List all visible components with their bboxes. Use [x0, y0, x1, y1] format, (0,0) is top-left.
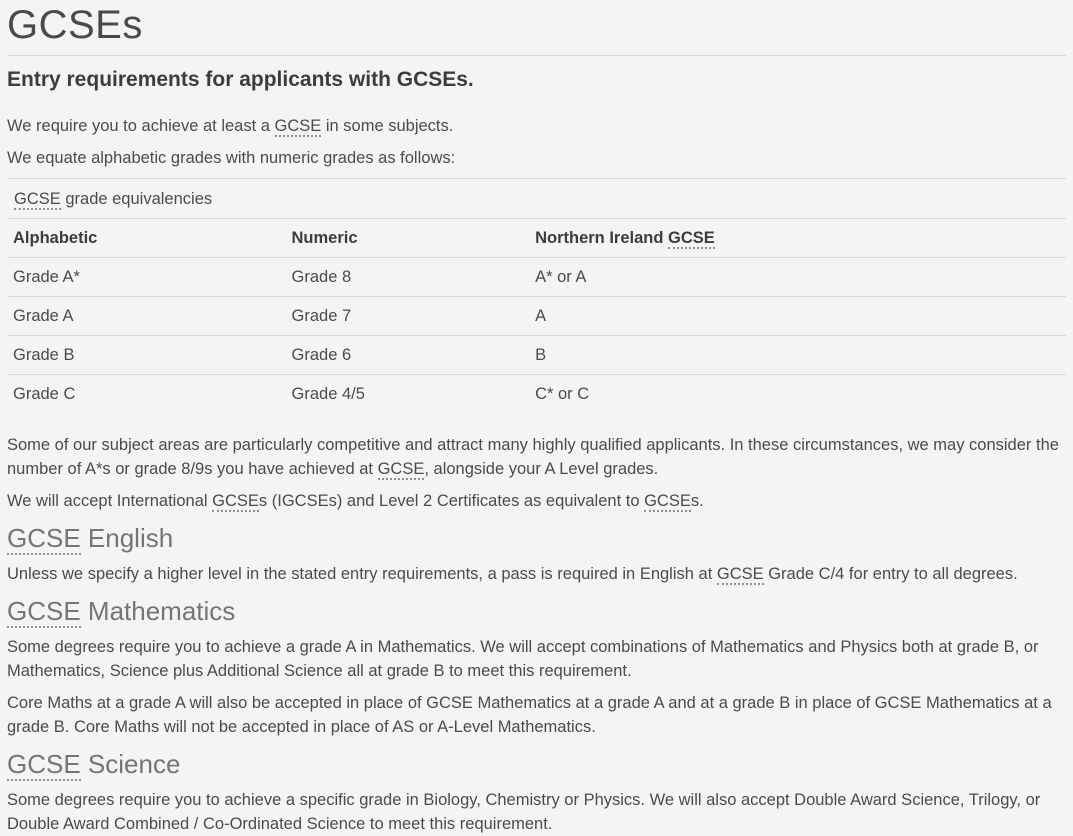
body-paragraph: We will accept International GCSEs (IGCSEs) and Level 2 Certificates as equivalent to GCSEs. [7, 492, 704, 510]
table-row [7, 336, 1066, 375]
grade-table-head-row [7, 219, 1066, 258]
section-heading-english: GCSE English [7, 523, 174, 553]
column-header: Alphabetic [13, 229, 98, 247]
table-cell: Grade A [13, 307, 74, 325]
section-paragraph: Unless we specify a higher level in the stated entry requirements, a pass is required in English at GCSE Grade C/4 for entry to all degrees. [7, 565, 1018, 583]
abbr-gcse: GCSE [274, 117, 322, 135]
abbr-gcse: GCSE [14, 190, 61, 208]
table-cell: B [535, 346, 547, 364]
table-cell: Grade 8 [291, 268, 352, 286]
intro-paragraph: We require you to achieve at least a GCSE in some subjects. [7, 117, 454, 135]
page-subtitle: Entry requirements for applicants with GCSEs. [7, 68, 474, 91]
table-cell: A* or A [535, 268, 587, 286]
grade-table-body [7, 258, 1066, 414]
abbr-gcse: GCSE [7, 596, 81, 626]
table-row [7, 375, 1066, 414]
section-paragraph: Core Maths at a grade A will also be accepted in place of GCSE Mathematics at a grade A and at a grade B in place of GCSE Mathematics at a grade B. Core Maths will not be accepted in place of AS or A-Level Mathematics. [7, 694, 1052, 736]
table-cell: C* or C [535, 385, 590, 403]
column-header: Northern Ireland GCSE [535, 229, 715, 247]
section-english [7, 523, 1066, 586]
table-row [7, 258, 1066, 297]
grade-equivalency-table [7, 178, 1066, 413]
abbr-gcse: GCSE [7, 523, 81, 553]
abbr-gcse: GCSE [377, 460, 425, 478]
abbr-gcse: GCSE [212, 492, 259, 510]
table-cell: Grade 6 [291, 346, 352, 364]
table-cell: A [535, 307, 547, 325]
section-heading-mathematics: GCSE Mathematics [7, 596, 236, 626]
intro-paragraph: We equate alphabetic grades with numeric grades as follows: [7, 149, 456, 167]
title-divider [7, 55, 1066, 56]
abbr-gcse: GCSE [7, 749, 81, 779]
page-title: GCSEs [7, 3, 143, 47]
table-row [7, 297, 1066, 336]
section-science [7, 749, 1066, 836]
table-cell: Grade 4/5 [291, 385, 365, 403]
sections [7, 523, 1066, 836]
section-paragraph: Some degrees require you to achieve a specific grade in Biology, Chemistry or Physics. We will also accept Double Award Science, Trilogy, or Double Award Combined / Co-Ordinated Science to meet this requirement. [7, 791, 1041, 833]
column-header: Numeric [291, 229, 358, 247]
abbr-gcse: GCSE [716, 565, 764, 583]
table-caption: GCSE grade equivalencies [7, 178, 1066, 219]
section-mathematics [7, 596, 1066, 739]
table-cell: Grade A* [13, 268, 80, 286]
abbr-gcse: GCSE [668, 229, 715, 247]
table-cell: Grade C [13, 385, 76, 403]
section-heading-science: GCSE Science [7, 749, 181, 779]
table-cell: Grade 7 [291, 307, 352, 325]
section-paragraph: Some degrees require you to achieve a grade A in Mathematics. We will accept combinations of Mathematics and Physics both at grade B, or Mathematics, Science plus Additional Science all at grade B to meet this requirement. [7, 638, 1039, 680]
abbr-gcse: GCSE [644, 492, 691, 510]
table-cell: Grade B [13, 346, 75, 364]
body-paragraph: Some of our subject areas are particularly competitive and attract many highly qualified applicants. In these circumstances, we may consider the number of A*s or grade 8/9s you have achieved at GCSE, alongside your A Level grades. [7, 436, 1059, 478]
